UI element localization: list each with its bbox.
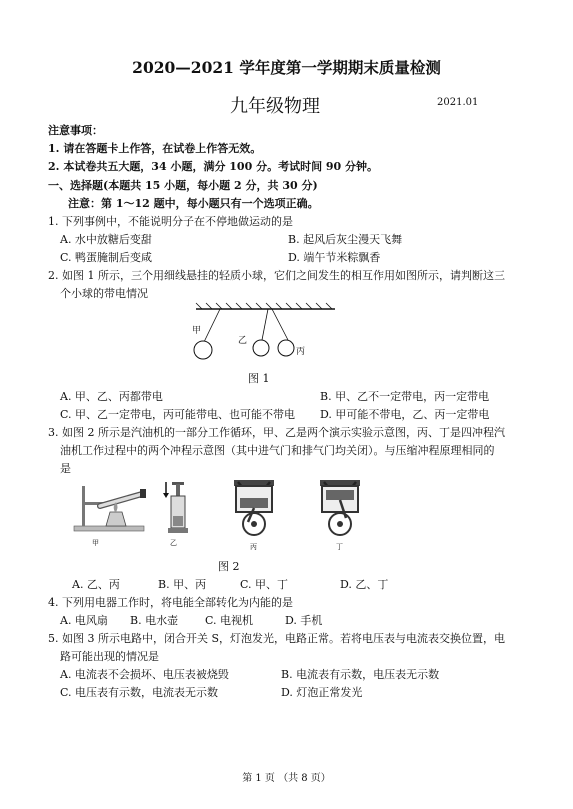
option: A. 电风扇 [60, 614, 108, 627]
question-stem: 4. 下列用电器工作时，将电能全部转化为内能的是 [48, 596, 293, 609]
question-stem: 1. 下列事例中，不能说明分子在不停地做运动的是 [48, 215, 293, 228]
option: B. 甲、丙 [158, 578, 207, 591]
question-stem: 路可能出现的情况是 [60, 650, 159, 663]
option: D. 灯泡正常发光 [281, 686, 363, 699]
option: C. 电视机 [205, 614, 254, 627]
option: A. 水中放糖后变甜 [60, 233, 152, 246]
option: B. 甲、乙不一定带电，丙一定带电 [320, 390, 490, 403]
option: D. 甲可能不带电，乙、丙一定带电 [320, 408, 490, 421]
figure-2-test-tube-heating [68, 482, 150, 532]
question-stem: 是 [60, 462, 71, 475]
option: D. 乙、丁 [340, 578, 389, 591]
figure-2-engine-stroke-ding [314, 478, 366, 540]
figure-label: 甲 [92, 539, 99, 547]
figure-1-pendulums [190, 300, 340, 362]
option: C. 鸭蛋腌制后变咸 [60, 251, 153, 264]
note-item: 2. 本试卷共五大题，34 小题，满分 100 分。考试时间 90 分钟。 [48, 160, 379, 173]
figure-label: 乙 [170, 539, 177, 547]
option: D. 端午节米粽飘香 [288, 251, 381, 264]
option: A. 甲、乙、丙都带电 [60, 390, 163, 403]
question-stem: 3. 如图 2 所示是汽油机的一部分工作循环，甲、乙是两个演示实验示意图，丙、丁是四冲程汽 [48, 426, 505, 439]
page-title: 2020—2021 学年度第一学期期末质量检测 [132, 58, 441, 77]
option: C. 电压表有示数，电流表无示数 [60, 686, 219, 699]
question-stem: 油机工作过程中的两个冲程示意图（其中进气门和排气门均关闭）。与压缩冲程原理相同的 [60, 444, 495, 457]
option: C. 甲、乙一定带电，丙可能带电、也可能不带电 [60, 408, 296, 421]
option: B. 电水壶 [130, 614, 179, 627]
option: D. 手机 [285, 614, 323, 627]
notes-heading: 注意事项： [48, 124, 103, 137]
figure-2-fire-syringe [160, 480, 192, 536]
figure-label: 乙 [238, 336, 248, 346]
note-item: 1. 请在答题卡上作答，在试卷上作答无效。 [48, 142, 262, 155]
figure-label: 丙 [296, 347, 306, 357]
figure-caption: 图 2 [218, 560, 240, 573]
page-subtitle: 九年级物理 [230, 96, 320, 117]
option: B. 电流表有示数，电压表无示数 [281, 668, 440, 681]
figure-label: 甲 [192, 326, 202, 336]
option: B. 起风后灰尘漫天飞舞 [288, 233, 403, 246]
question-stem: 2. 如图 1 所示，三个用细线悬挂的轻质小球，它们之间发生的相互作用如图所示，请判断这三 [48, 269, 505, 282]
exam-date: 2021.01 [437, 97, 479, 108]
option: A. 乙、丙 [72, 578, 120, 591]
figure-label: 丁 [336, 543, 343, 551]
question-stem: 个小球的带电情况 [60, 287, 148, 300]
option: A. 电流表不会损坏、电压表被烧毁 [60, 668, 229, 681]
figure-caption: 图 1 [248, 372, 270, 385]
section-heading: 一、选择题(本题共 15 小题，每小题 2 分，共 30 分) [48, 179, 318, 192]
question-stem: 5. 如图 3 所示电路中，闭合开关 S，灯泡发光，电路正常。若将电压表与电流表交换位置，电 [48, 632, 506, 645]
option: C. 甲、丁 [240, 578, 289, 591]
section-note: 注意：第 1～12 题中，每小题只有一个选项正确。 [68, 197, 319, 210]
page-footer: 第 1 页 （共 8 页） [242, 773, 331, 784]
figure-label: 丙 [250, 543, 257, 551]
figure-2-engine-stroke-bing [228, 478, 280, 540]
